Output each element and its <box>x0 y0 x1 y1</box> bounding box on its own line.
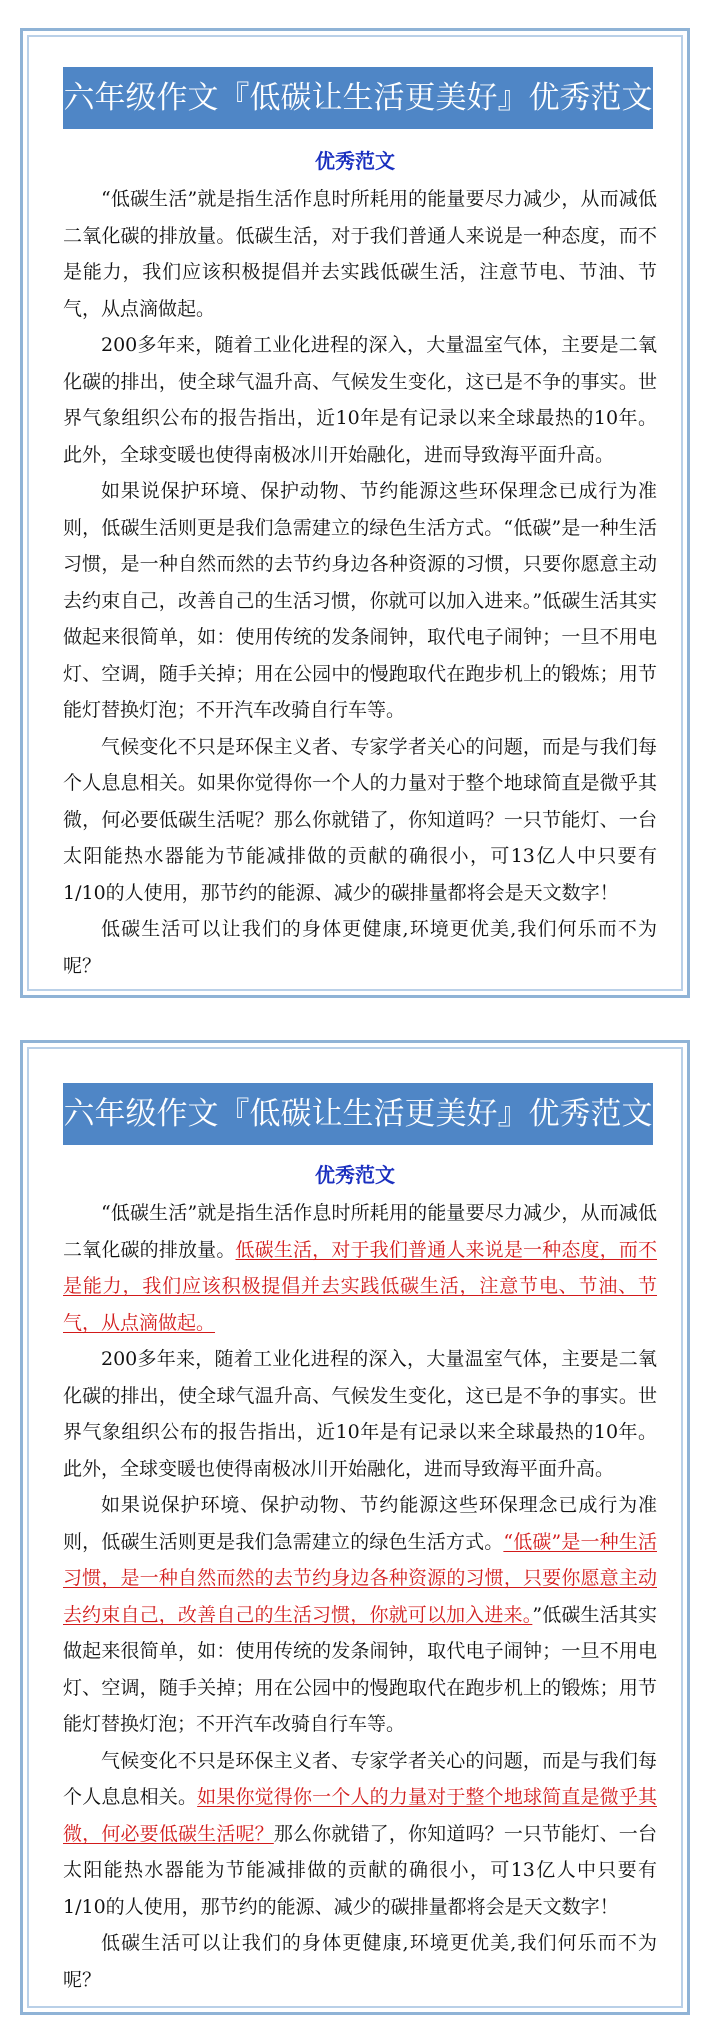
paragraph-4-part-a: 气候变化不只是环保主义者、专家学者关心的问题，而是与我们每个人息息相关。 <box>63 735 657 794</box>
paragraph-4 <box>63 1743 657 1926</box>
paragraph-3-part-c: ”低碳生活其实做起来很简单，如：使用传统的发条闹钟，取代电子闹钟；一旦不用电灯、空调，随手关掉；用在公园中的慢跑取代在跑步机上的锻炼；用节能灯替换灯泡；不开汽车改骑自行车等。 <box>63 589 657 721</box>
essay-subtitle: 优秀范文 <box>315 149 395 173</box>
paragraph-4-part-c: 那么你就错了，你知道吗？一只节能灯、一台太阳能热水器能为节能减排做的贡献的确很小，可13亿人中只要有1/10的人使用，那节约的能源、减少的碳排量都将会是天文数字！ <box>63 808 657 904</box>
paragraph-3 <box>63 1487 657 1743</box>
essay-body <box>63 181 657 984</box>
paragraph-5: 低碳生活可以让我们的身体更健康,环境更优美,我们何乐而不为呢？ <box>63 1932 657 1991</box>
essay-card-plain <box>20 28 690 998</box>
paragraph-2: 200多年来，随着工业化进程的深入，大量温室气体，主要是二氧化碳的排出，使全球气温升高、气候发生变化，这已是不争的事实。世界气象组织公布的报告指出，近10年是有记录以来全球最热的10年。此外，全球变暖也使得南极冰川开始融化，进而导致海平面升高。 <box>63 334 657 466</box>
paragraph-4 <box>63 729 657 912</box>
essay-title: 六年级作文『低碳让生活更美好』优秀范文 <box>63 67 653 129</box>
highlighted-sentence: 如果你觉得你一个人的力量对于整个地球简直是微乎其微，何必要低碳生活呢？ <box>63 1786 657 1845</box>
paragraph-1-part-a: “低碳生活”就是指生活作息时所耗用的能量要尽力减少，从而减低二氧化碳的排放量。 <box>63 1202 657 1261</box>
paragraph-1-part-a: “低碳生活”就是指生活作息时所耗用的能量要尽力减少，从而减低二氧化碳的排放量。 <box>63 188 657 247</box>
highlighted-sentence: “低碳”是一种生活习惯，是一种自然而然的去节约身边各种资源的习惯，只要你愿意主动去约束自己，改善自己的生活习惯，你就可以加入进来。 <box>63 1530 657 1626</box>
paragraph-4-part-a: 气候变化不只是环保主义者、专家学者关心的问题，而是与我们每个人息息相关。 <box>63 1749 657 1808</box>
paragraph-3-part-a: 如果说保护环境、保护动物、节约能源这些环保理念已成行为准则，低碳生活则更是我们急需建立的绿色生活方式。 <box>63 1494 657 1553</box>
essay-card-annotated <box>20 1040 690 2015</box>
paragraph-3 <box>63 473 657 729</box>
paragraph-1 <box>63 1195 657 1341</box>
essay-body <box>63 1195 657 1998</box>
paragraph-3-part-a: 如果说保护环境、保护动物、节约能源这些环保理念已成行为准则，低碳生活则更是我们急需建立的绿色生活方式。 <box>63 480 657 539</box>
paragraph-3-part-c: ”低碳生活其实做起来很简单，如：使用传统的发条闹钟，取代电子闹钟；一旦不用电灯、空调，随手关掉；用在公园中的慢跑取代在跑步机上的锻炼；用节能灯替换灯泡；不开汽车改骑自行车等。 <box>63 1603 657 1735</box>
highlighted-sentence: 低碳生活，对于我们普通人来说是一种态度，而不是能力，我们应该积极提倡并去实践低碳生活，注意节电、节油、节气，从点滴做起。 <box>63 1238 657 1334</box>
essay-title: 六年级作文『低碳让生活更美好』优秀范文 <box>63 1083 653 1145</box>
essay-subtitle: 优秀范文 <box>315 1163 395 1187</box>
paragraph-2: 200多年来，随着工业化进程的深入，大量温室气体，主要是二氧化碳的排出，使全球气温升高、气候发生变化，这已是不争的事实。世界气象组织公布的报告指出，近10年是有记录以来全球最热的10年。此外，全球变暖也使得南极冰川开始融化，进而导致海平面升高。 <box>63 1348 657 1480</box>
paragraph-5: 低碳生活可以让我们的身体更健康,环境更优美,我们何乐而不为呢？ <box>63 918 657 977</box>
paragraph-1-part-b: 低碳生活，对于我们普通人来说是一种态度，而不是能力，我们应该积极提倡并去实践低碳生活，注意节电、节油、节气，从点滴做起。 <box>63 224 657 320</box>
paragraph-3-part-b: “低碳”是一种生活习惯，是一种自然而然的去节约身边各种资源的习惯，只要你愿意主动去约束自己，改善自己的生活习惯，你就可以加入进来。 <box>63 516 657 612</box>
paragraph-4-part-c: 那么你就错了，你知道吗？一只节能灯、一台太阳能热水器能为节能减排做的贡献的确很小，可13亿人中只要有1/10的人使用，那节约的能源、减少的碳排量都将会是天文数字！ <box>63 1822 657 1918</box>
paragraph-1 <box>63 181 657 327</box>
paragraph-4-part-b: 如果你觉得你一个人的力量对于整个地球简直是微乎其微，何必要低碳生活呢？ <box>63 772 657 831</box>
